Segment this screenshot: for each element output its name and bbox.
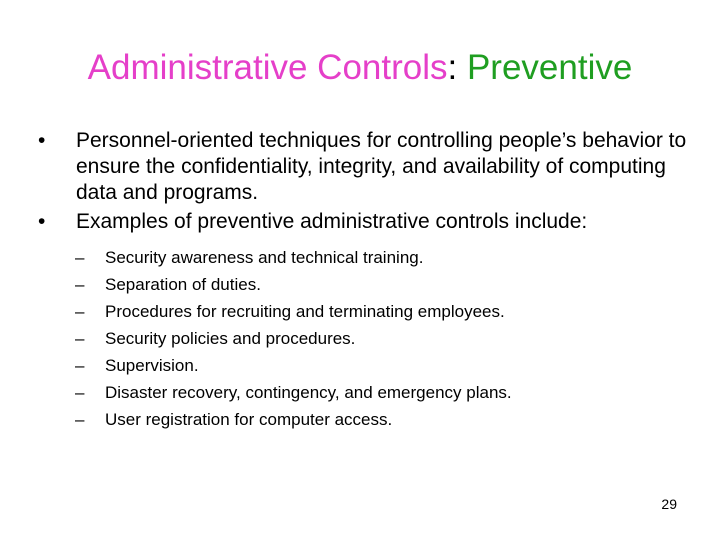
sub-bullet-text: Supervision. xyxy=(105,356,199,375)
title-separator: : xyxy=(447,48,467,87)
title-part-preventive: Preventive xyxy=(466,48,633,87)
slide-title xyxy=(0,45,720,91)
sub-bullet-item xyxy=(75,271,695,298)
page-number: 29 xyxy=(661,496,677,512)
title-part-administrative-controls: Administrative Controls xyxy=(87,48,448,87)
sub-bullet-item xyxy=(75,298,695,325)
dash-marker: – xyxy=(75,302,85,321)
dash-marker: – xyxy=(75,248,85,267)
bullet-marker: • xyxy=(38,129,46,152)
sub-bullet-text: Procedures for recruiting and terminating employees. xyxy=(105,302,505,321)
sub-bullet-item xyxy=(75,379,695,406)
dash-marker: – xyxy=(75,275,85,294)
sub-bullet-text: Security awareness and technical training. xyxy=(105,248,424,267)
dash-marker: – xyxy=(75,383,85,402)
bullet-item xyxy=(38,128,698,206)
bullet-text: Examples of preventive administrative controls include: xyxy=(76,210,588,233)
bullet-item xyxy=(38,209,698,235)
sub-bullet-list xyxy=(75,244,695,433)
sub-bullet-item xyxy=(75,244,695,271)
dash-marker: – xyxy=(75,410,85,429)
sub-bullet-item xyxy=(75,406,695,433)
bullet-marker: • xyxy=(38,210,46,233)
dash-marker: – xyxy=(75,329,85,348)
sub-bullet-text: Disaster recovery, contingency, and emergency plans. xyxy=(105,383,512,402)
sub-bullet-item xyxy=(75,325,695,352)
sub-bullet-text: Separation of duties. xyxy=(105,275,261,294)
bullet-text: Personnel-oriented techniques for controlling people’s behavior to ensure the confidentiality, integrity, and availability of computing data and programs. xyxy=(76,129,687,204)
dash-marker: – xyxy=(75,356,85,375)
sub-bullet-text: User registration for computer access. xyxy=(105,410,393,429)
bullet-list xyxy=(38,128,698,235)
sub-bullet-text: Security policies and procedures. xyxy=(105,329,356,348)
sub-bullet-item xyxy=(75,352,695,379)
